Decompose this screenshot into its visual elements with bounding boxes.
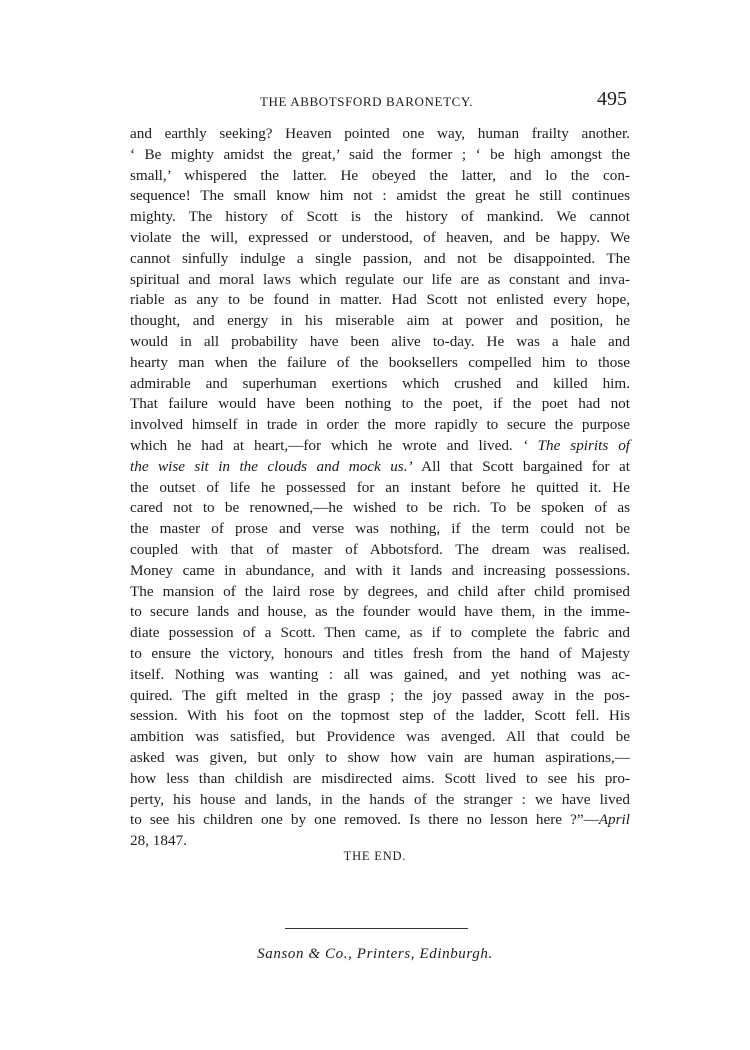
italic-quote: the wise sit in the clouds and mock us.’ [130,457,413,475]
text-line: the master of prose and verse was nothing, if the term could not be [130,520,630,538]
text-segment: to see his children one by one removed. Is there no lesson here ?”— [130,811,599,829]
text-line: itself. Nothing was wanting : all was gained, and yet nothing was ac- [130,665,630,683]
text-line: ambition was satisfied, but Providence was avenged. All that could be [130,728,630,746]
text-line: violate the will, expressed or understood, of heaven, and be happy. We [130,228,630,246]
running-title: THE ABBOTSFORD BARONETCY. [260,94,474,109]
the-end-heading: THE END. [343,849,407,863]
text-line: would in all probability have been alive to-day. He was a hale and [130,332,630,350]
running-head [130,88,627,116]
text-line: sequence! The small know him not : amidst the great he still continues [130,187,630,205]
text-line: coupled with that of master of Abbotsford. The dream was realised. [130,540,630,558]
text-line: mighty. The history of Scott is the history of mankind. We cannot [130,208,630,226]
text-line: hearty man when the failure of the booksellers compelled him to those [130,353,630,371]
text-line: riable as any to be found in matter. Had Scott not enlisted every hope, [130,291,630,309]
text-line: perty, his house and lands, in the hands of the stranger : we have lived [130,790,630,808]
text-line: spiritual and moral laws which regulate our life are as constant and inva- [130,270,630,288]
page-number: 495 [597,88,627,110]
text-line: diate possession of a Scott. Then came, as if to complete the fabric and [130,624,630,642]
text-line: to secure lands and house, as the founder would have them, in the imme- [130,603,630,621]
text-line: involved himself in trade in order the more rapidly to secure the purpose [130,416,630,434]
text-line: quired. The gift melted in the grasp ; the joy passed away in the pos- [130,686,630,704]
text-line: asked was given, but only to show how vain are human aspirations,— [130,748,630,766]
text-segment: which he had at heart,—for which he wrote and lived. [130,436,513,454]
text-line: small,’ whispered the latter. He obeyed the latter, and lo the con- [130,166,630,184]
text-line: 28, 1847. [130,832,187,850]
text-line: cared not to be renowned,—he wished to be rich. To be spoken of as [130,499,630,517]
text-line: session. With his foot on the topmost step of the ladder, Scott fell. His [130,707,630,725]
text-line: admirable and superhuman exertions which crushed and killed him. [130,374,630,392]
text-line [130,436,630,457]
text-line: That failure would have been nothing to the poet, if the poet had not [130,395,630,413]
text-line [130,810,630,831]
text-line: how less than childish are misdirected aims. Scott lived to see his pro- [130,769,630,787]
text-line: thought, and energy in his miserable aim at power and position, he [130,312,630,330]
text-line: Money came in abundance, and with it lands and increasing possessions. [130,561,630,579]
text-line: The mansion of the laird rose by degrees, and child after child promised [130,582,630,600]
text-line: the outset of life he possessed for an instant before he quitted it. He [130,478,630,496]
text-line [130,457,630,478]
italic-date: April [598,811,630,829]
body-text [130,124,630,852]
text-line: cannot sinfully indulge a single passion, and not be disappointed. The [130,249,630,267]
text-line: to ensure the victory, honours and titles fresh from the hand of Majesty [130,644,630,662]
italic-quote: ‘ The spirits of [522,436,631,454]
text-line: ‘ Be mighty amidst the great,’ said the former ; ‘ be high amongst the [130,145,630,163]
text-segment: All that Scott bargained for at [421,457,631,475]
text-line: and earthly seeking? Heaven pointed one way, human frailty another. [130,125,630,142]
divider-rule [285,928,468,929]
printer-imprint: Sanson & Co., Printers, Edinburgh. [257,946,493,962]
